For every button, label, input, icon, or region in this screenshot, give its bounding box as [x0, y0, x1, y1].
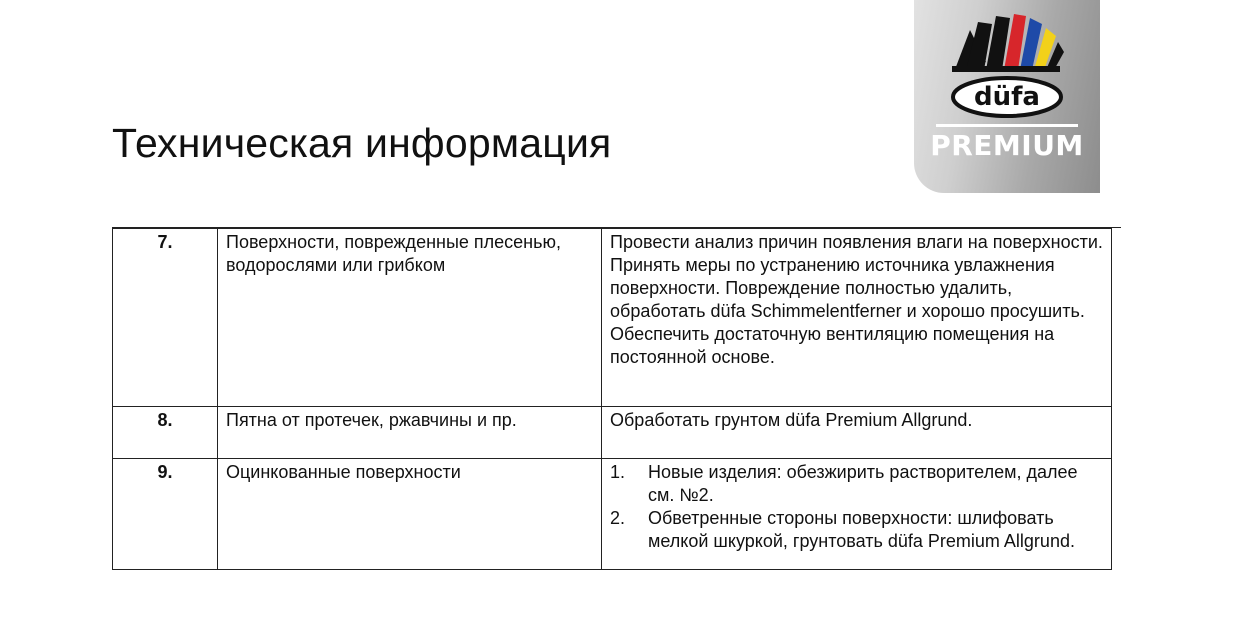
solution-steps-list [610, 461, 1103, 553]
list-item-text: Обветренные стороны поверхности: шлифовать мелкой шкуркой, грунтовать düfa Premium Allgrund. [648, 508, 1075, 551]
row-number: 7. [113, 229, 218, 407]
row-number: 8. [113, 407, 218, 459]
list-item [610, 507, 1103, 553]
solution-cell: Обработать грунтом düfa Premium Allgrund. [602, 407, 1112, 459]
brand-line: PREMIUM [930, 129, 1084, 162]
row-number: 9. [113, 459, 218, 570]
solution-cell: Провести анализ причин появления влаги на поверхности. Принять меры по устранению источника увлажнения поверхности. Повреждение полностью удалить, обработать düfa Schimmelentferner и хорошо просушить. Обеспечить достаточную вентиляцию помещения на постоянной основе. [602, 229, 1112, 407]
list-marker: 1. [610, 462, 626, 482]
list-marker: 2. [610, 508, 626, 528]
solution-cell [602, 459, 1112, 570]
list-item [610, 461, 1103, 507]
list-item-text: Новые изделия: обезжирить растворителем, далее см. №2. [648, 462, 1078, 505]
page-title: Техническая информация [112, 120, 612, 166]
problem-cell: Пятна от протечек, ржавчины и пр. [218, 407, 602, 459]
table-row [113, 459, 1112, 570]
table-row [113, 407, 1112, 459]
brand-name: düfa [974, 82, 1040, 112]
problem-cell: Поверхности, поврежденные плесенью, водорослями или грибком [218, 229, 602, 407]
dufa-premium-logo [914, 0, 1100, 193]
problem-cell: Оцинкованные поверхности [218, 459, 602, 570]
technical-info-table [112, 228, 1112, 570]
table-row [113, 229, 1112, 407]
